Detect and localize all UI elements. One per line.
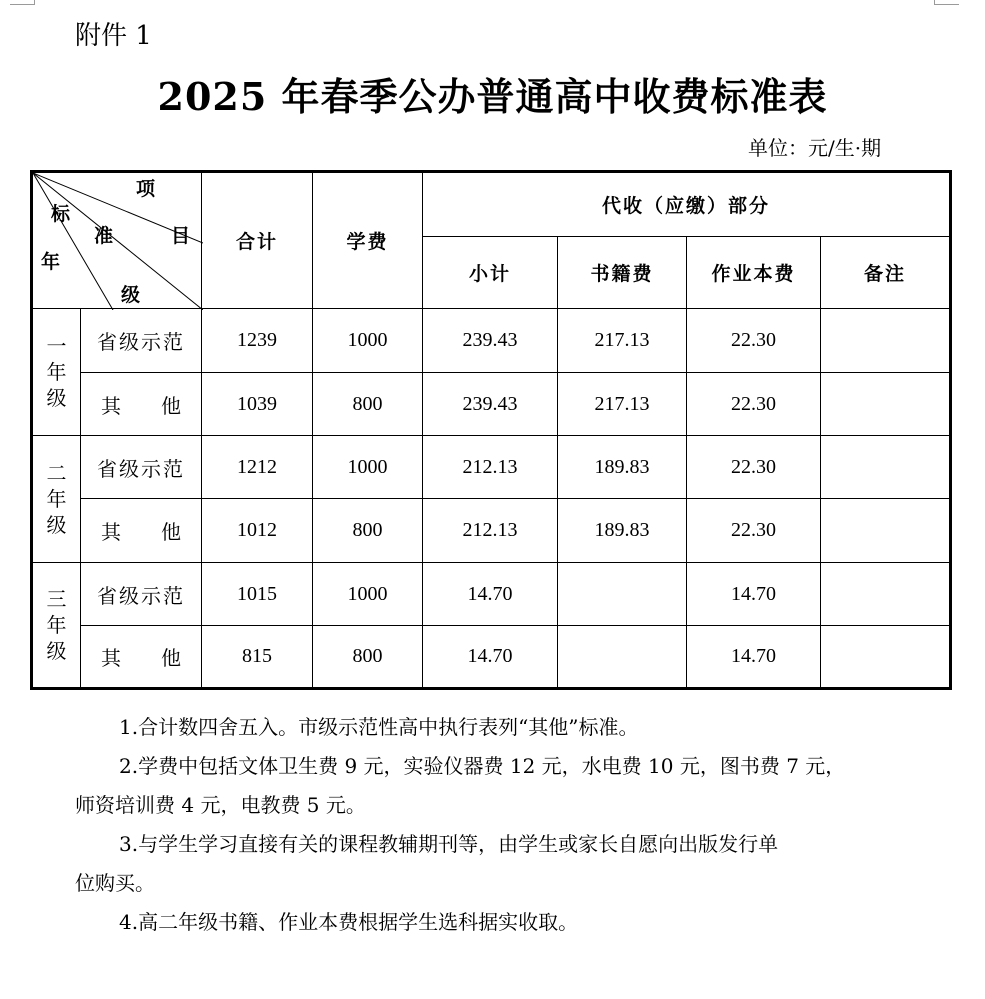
cell-remarks [821, 309, 951, 373]
school-type: 其 他 [81, 626, 202, 689]
school-type: 省级示范 [81, 309, 202, 373]
cell-subtotal: 239.43 [423, 309, 558, 373]
note-2-continued: 师资培训费 4 元，电教费 5 元。 [75, 793, 366, 817]
diag-label-item-1: 项 [136, 178, 156, 200]
diagonal-header-cell [32, 172, 202, 309]
diag-label-standard-1: 标 [51, 203, 71, 225]
cell-homework: 22.30 [687, 499, 821, 563]
school-type: 其 他 [81, 373, 202, 436]
cell-homework: 22.30 [687, 309, 821, 373]
diag-label-item-2: 目 [171, 225, 191, 247]
cell-homework: 14.70 [687, 563, 821, 626]
cell-total: 1012 [202, 499, 313, 563]
cell-tuition: 1000 [313, 563, 423, 626]
notes-section [75, 708, 915, 942]
header-tuition: 学费 [313, 172, 423, 309]
table-row [32, 626, 951, 689]
cell-books: 217.13 [558, 309, 687, 373]
cell-books: 217.13 [558, 373, 687, 436]
cell-books: 189.83 [558, 499, 687, 563]
grade-label-3: 三 年 级 [32, 563, 81, 689]
cell-remarks [821, 499, 951, 563]
cell-total: 1239 [202, 309, 313, 373]
cell-remarks [821, 626, 951, 689]
table-row [32, 563, 951, 626]
page-corner-mark-right [934, 0, 959, 5]
header-books: 书籍费 [558, 237, 687, 309]
cell-homework: 22.30 [687, 436, 821, 499]
note-4: 4.高二年级书籍、作业本费根据学生选科据实收取。 [119, 910, 579, 934]
diag-label-grade-1: 年 [41, 251, 61, 273]
diag-label-grade-2: 级 [121, 284, 141, 306]
cell-subtotal: 14.70 [423, 626, 558, 689]
unit-label: 单位：元/生·期 [748, 136, 882, 160]
cell-remarks [821, 436, 951, 499]
cell-total: 1212 [202, 436, 313, 499]
cell-homework: 22.30 [687, 373, 821, 436]
cell-total: 1039 [202, 373, 313, 436]
note-3-continued: 位购买。 [75, 871, 155, 895]
table-row [32, 499, 951, 563]
page-corner-mark-left [10, 0, 35, 5]
table-row [32, 373, 951, 436]
document-title: 2025 年春季公办普通高中收费标准表 [157, 74, 828, 119]
cell-total: 1015 [202, 563, 313, 626]
cell-books [558, 626, 687, 689]
cell-tuition: 800 [313, 499, 423, 563]
attachment-label: 附件 1 [75, 21, 152, 51]
school-type: 省级示范 [81, 436, 202, 499]
cell-remarks [821, 373, 951, 436]
cell-tuition: 800 [313, 373, 423, 436]
grade-label-1: 一 年 级 [32, 309, 81, 436]
cell-subtotal: 212.13 [423, 436, 558, 499]
header-total: 合计 [202, 172, 313, 309]
note-2: 2.学费中包括文体卫生费 9 元，实验仪器费 12 元，水电费 10 元，图书费 7 元， [119, 754, 846, 778]
cell-subtotal: 14.70 [423, 563, 558, 626]
table-row [32, 309, 951, 373]
note-1: 1.合计数四舍五入。市级示范性高中执行表列“其他”标准。 [119, 715, 639, 739]
fee-standard-table [30, 170, 952, 690]
cell-subtotal: 212.13 [423, 499, 558, 563]
cell-total: 815 [202, 626, 313, 689]
header-subtotal: 小计 [423, 237, 558, 309]
table-row [32, 436, 951, 499]
cell-tuition: 1000 [313, 309, 423, 373]
school-type: 其 他 [81, 499, 202, 563]
cell-homework: 14.70 [687, 626, 821, 689]
cell-remarks [821, 563, 951, 626]
header-homework: 作业本费 [687, 237, 821, 309]
grade-label-2: 二 年 级 [32, 436, 81, 563]
diag-label-standard-2: 准 [94, 225, 114, 247]
header-collection-group: 代收（应缴）部分 [423, 172, 951, 237]
school-type: 省级示范 [81, 563, 202, 626]
cell-subtotal: 239.43 [423, 373, 558, 436]
cell-books [558, 563, 687, 626]
header-remarks: 备注 [821, 237, 951, 309]
note-3: 3.与学生学习直接有关的课程教辅期刊等，由学生或家长自愿向出版发行单 [119, 832, 779, 856]
cell-tuition: 1000 [313, 436, 423, 499]
cell-books: 189.83 [558, 436, 687, 499]
cell-tuition: 800 [313, 626, 423, 689]
